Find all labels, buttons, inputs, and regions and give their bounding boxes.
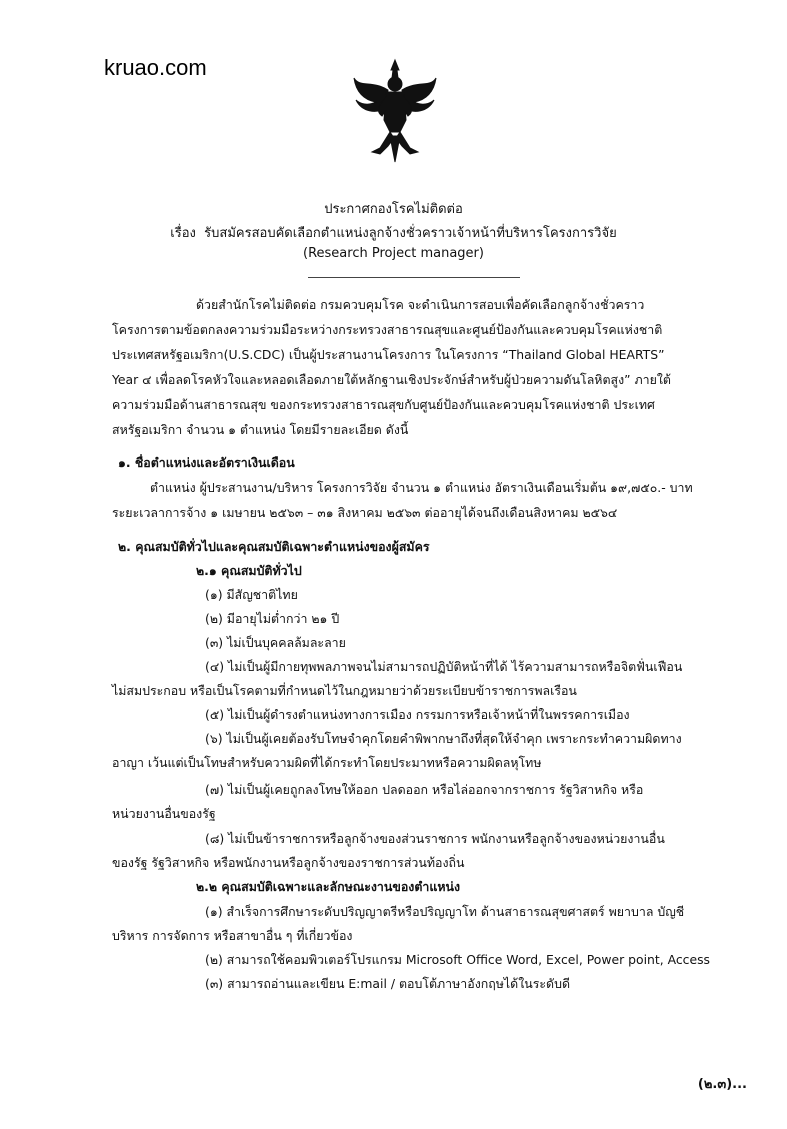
subject-text: รับสมัครสอบคัดเลือกตำแหน่งลูกจ้างชั่วคราวเจ้าหน้าที่บริหารโครงการวิจัย xyxy=(204,226,617,241)
qualification-item: (๒) มีอายุไม่ต่ำกว่า ๒๑ ปี xyxy=(205,611,340,626)
section-heading: ๒. คุณสมบัติทั่วไปและคุณสมบัติเฉพาะตำแหน่งของผู้สมัคร xyxy=(118,539,430,554)
qualification-item: บริหาร การจัดการ หรือสาขาอื่น ๆ ที่เกี่ยวข้อง xyxy=(112,928,353,943)
qualification-item: ของรัฐ รัฐวิสาหกิจ หรือพนักงานหรือลูกจ้างของราชการส่วนท้องถิ่น xyxy=(112,855,465,870)
intro-line: ความร่วมมือด้านสาธารณสุข ของกระทรวงสาธารณสุขกับศูนย์ป้องกันและควบคุมโรคแห่งชาติ ประเทศ xyxy=(112,397,655,412)
qualification-item: (๖) ไม่เป็นผู้เคยต้องรับโทษจำคุกโดยคำพิพากษาถึงที่สุดให้จำคุก เพราะกระทำความผิดทาง xyxy=(205,731,682,746)
header-divider xyxy=(308,277,520,278)
page-continuation: (๒.๓)... xyxy=(697,1077,747,1092)
intro-line: ด้วยสำนักโรคไม่ติดต่อ กรมควบคุมโรค จะดำเนินการสอบเพื่อคัดเลือกลูกจ้างชั่วคราว xyxy=(196,297,645,312)
qualification-item: อาญา เว้นแต่เป็นโทษสำหรับความผิดที่ได้กระทำโดยประมาทหรือความผิดลหุโทษ xyxy=(112,755,542,770)
announcement-title: ประกาศกองโรคไม่ติดต่อ xyxy=(324,202,463,217)
qualification-item: (๔) ไม่เป็นผู้มีกายทุพพลภาพจนไม่สามารถปฏิบัติหน้าที่ได้ ไร้ความสามารถหรือจิตฟั่นเฟือน xyxy=(205,659,683,674)
garuda-emblem-icon xyxy=(350,58,440,166)
announcement-subject xyxy=(0,222,787,243)
section-line: ระยะเวลาการจ้าง ๑ เมษายน ๒๕๖๓ – ๓๑ สิงหาคม ๒๕๖๓ ต่ออายุได้จนถึงเดือนสิงหาคม ๒๕๖๔ xyxy=(112,505,618,520)
qualification-item: หน่วยงานอื่นของรัฐ xyxy=(112,806,216,821)
subsection-heading: ๒.๑ คุณสมบัติทั่วไป xyxy=(196,563,302,578)
qualification-item: (๘) ไม่เป็นข้าราชการหรือลูกจ้างของส่วนราชการ พนักงานหรือลูกจ้างของหน่วยงานอื่น xyxy=(205,831,665,846)
intro-line: ประเทศสหรัฐอเมริกา(U.S.CDC) เป็นผู้ประสานงานโครงการ ในโครงการ “Thailand Global HEARTS” xyxy=(112,347,665,362)
intro-line: สหรัฐอเมริกา จำนวน ๑ ตำแหน่ง โดยมีรายละเอียด ดังนี้ xyxy=(112,422,409,437)
subsection-heading: ๒.๒ คุณสมบัติเฉพาะและลักษณะงานของตำแหน่ง xyxy=(196,879,461,894)
watermark: kruao.com xyxy=(104,55,207,80)
qualification-item: ไม่สมประกอบ หรือเป็นโรคตามที่กำหนดไว้ในกฎหมายว่าด้วยระเบียบข้าราชการพลเรือน xyxy=(112,683,577,698)
intro-line: Year ๔ เพื่อลดโรคหัวใจและหลอดเลือดภายใต้หลักฐานเชิงประจักษ์สำหรับผู้ป่วยความดันโลหิตสูง” ภายใต้ xyxy=(112,372,671,387)
section-heading: ๑. ชื่อตำแหน่งและอัตราเงินเดือน xyxy=(118,455,295,470)
qualification-item: (๑) สำเร็จการศึกษาระดับปริญญาตรีหรือปริญญาโท ด้านสาธารณสุขศาสตร์ พยาบาล บัญชี xyxy=(205,904,685,919)
subject-label: เรื่อง xyxy=(170,226,196,241)
qualification-item: (๒) สามารถใช้คอมพิวเตอร์โปรแกรม Microsoft Office Word, Excel, Power point, Access xyxy=(205,952,711,967)
announcement-subtitle: (Research Project manager) xyxy=(303,246,484,261)
intro-line: โครงการตามข้อตกลงความร่วมมือระหว่างกระทรวงสาธารณสุขและศูนย์ป้องกันและควบคุมโรคแห่งชาติ xyxy=(112,322,663,337)
qualification-item: (๓) ไม่เป็นบุคคลล้มละลาย xyxy=(205,635,346,650)
qualification-item: (๕) ไม่เป็นผู้ดำรงตำแหน่งทางการเมือง กรรมการหรือเจ้าหน้าที่ในพรรคการเมือง xyxy=(205,707,630,722)
qualification-item: (๑) มีสัญชาติไทย xyxy=(205,587,298,602)
section-line: ตำแหน่ง ผู้ประสานงาน/บริหาร โครงการวิจัย จำนวน ๑ ตำแหน่ง อัตราเงินเดือนเริ่มต้น ๑๙,๗๕๐.- บาท xyxy=(150,480,693,495)
qualification-item: (๗) ไม่เป็นผู้เคยถูกลงโทษให้ออก ปลดออก หรือไล่ออกจากราชการ รัฐวิสาหกิจ หรือ xyxy=(205,782,644,797)
qualification-item: (๓) สามารถอ่านและเขียน E:mail / ตอบโต้ภาษาอังกฤษได้ในระดับดี xyxy=(205,976,570,991)
